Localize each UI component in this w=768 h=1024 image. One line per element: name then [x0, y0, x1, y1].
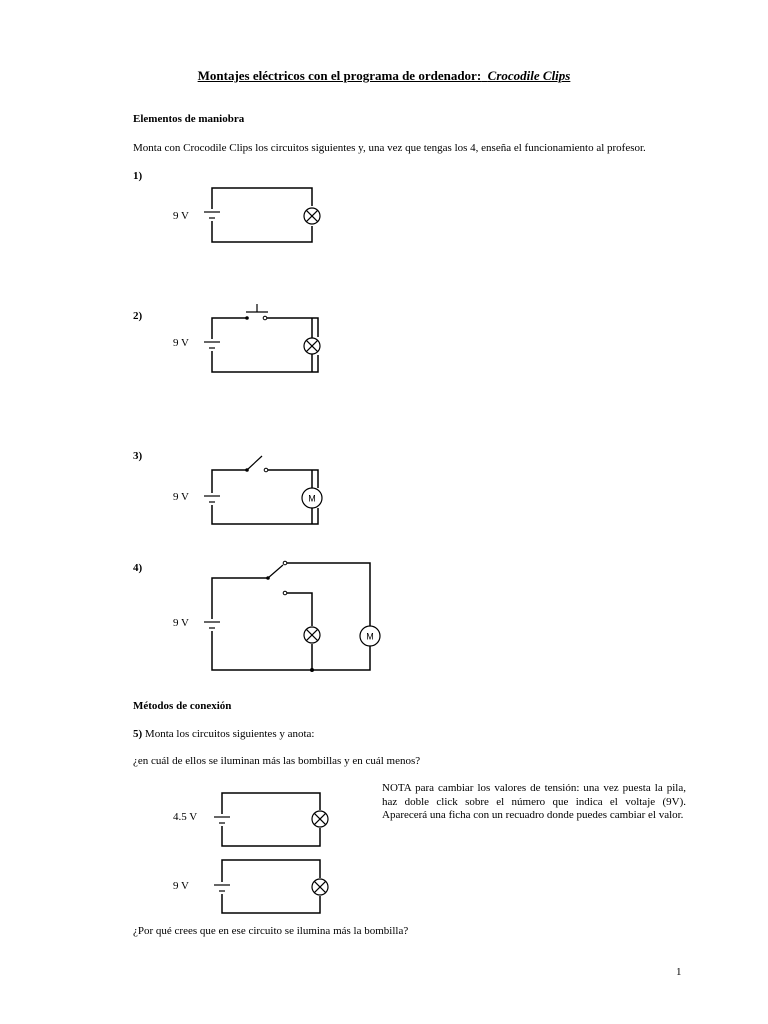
circuit-1-voltage: 9 V	[173, 210, 189, 222]
circuit-4-voltage: 9 V	[173, 617, 189, 629]
circuit-3-number: 3)	[133, 450, 143, 462]
motor-2-icon	[360, 626, 380, 646]
circuit-3-voltage: 9 V	[173, 491, 189, 503]
question-5-prompt: ¿en cuál de ellos se iluminan más las bombillas y en cuál menos?	[133, 755, 421, 767]
circuit-1-number: 1)	[133, 170, 143, 182]
final-question: ¿Por qué crees que en ese circuito se ilumina más la bombilla?	[133, 925, 409, 937]
question-5-text: Monta los circuitos siguientes y anota:	[142, 728, 315, 740]
circuit-5b-voltage: 9 V	[173, 880, 189, 892]
motor-1-label: M	[308, 493, 316, 504]
title-main: Montajes eléctricos con el programa de ordenador:	[197, 68, 482, 83]
push-button-icon	[245, 304, 268, 320]
circuit-2-diagram	[204, 304, 320, 372]
section-heading-conexion: Métodos de conexión	[133, 700, 232, 712]
voltage-note: NOTA para cambiar los valores de tensión: una vez puesta la pila, haz doble click sobre el número que indica el voltaje (9V). Aparecerá una ficha con un recuadro donde puedes cambiar el valor.	[382, 782, 686, 821]
circuit-3-diagram	[204, 456, 322, 524]
circuit-2-number: 2)	[133, 310, 143, 322]
motor-2-label: M	[366, 631, 374, 642]
circuit-4-number: 4)	[133, 562, 143, 574]
circuit-2-voltage: 9 V	[173, 337, 189, 349]
title-italic: Crocodile Clips	[487, 68, 571, 83]
section-instruction: Monta con Crocodile Clips los circuitos siguientes y, una vez que tengas los 4, enseña el funcionamiento al profesor.	[133, 142, 646, 154]
circuit-4-diagram	[204, 561, 380, 672]
lamp-1-icon	[304, 208, 320, 224]
circuit-5a-diagram	[214, 793, 328, 846]
page-number: 1	[676, 966, 682, 978]
section-heading-maniobra: Elementos de maniobra	[133, 113, 245, 125]
lamp-5a-icon	[312, 811, 328, 827]
changeover-switch-icon	[266, 561, 287, 595]
circuit-5a-voltage: 4.5 V	[173, 811, 198, 823]
circuit-5b-diagram	[214, 860, 328, 913]
lamp-5b-icon	[312, 879, 328, 895]
lamp-4-icon	[304, 627, 320, 643]
switch-icon	[245, 456, 268, 472]
question-5-number: 5)	[133, 728, 143, 740]
motor-1-icon	[302, 488, 322, 508]
lamp-2-icon	[304, 338, 320, 354]
circuit-1-diagram	[204, 188, 320, 242]
